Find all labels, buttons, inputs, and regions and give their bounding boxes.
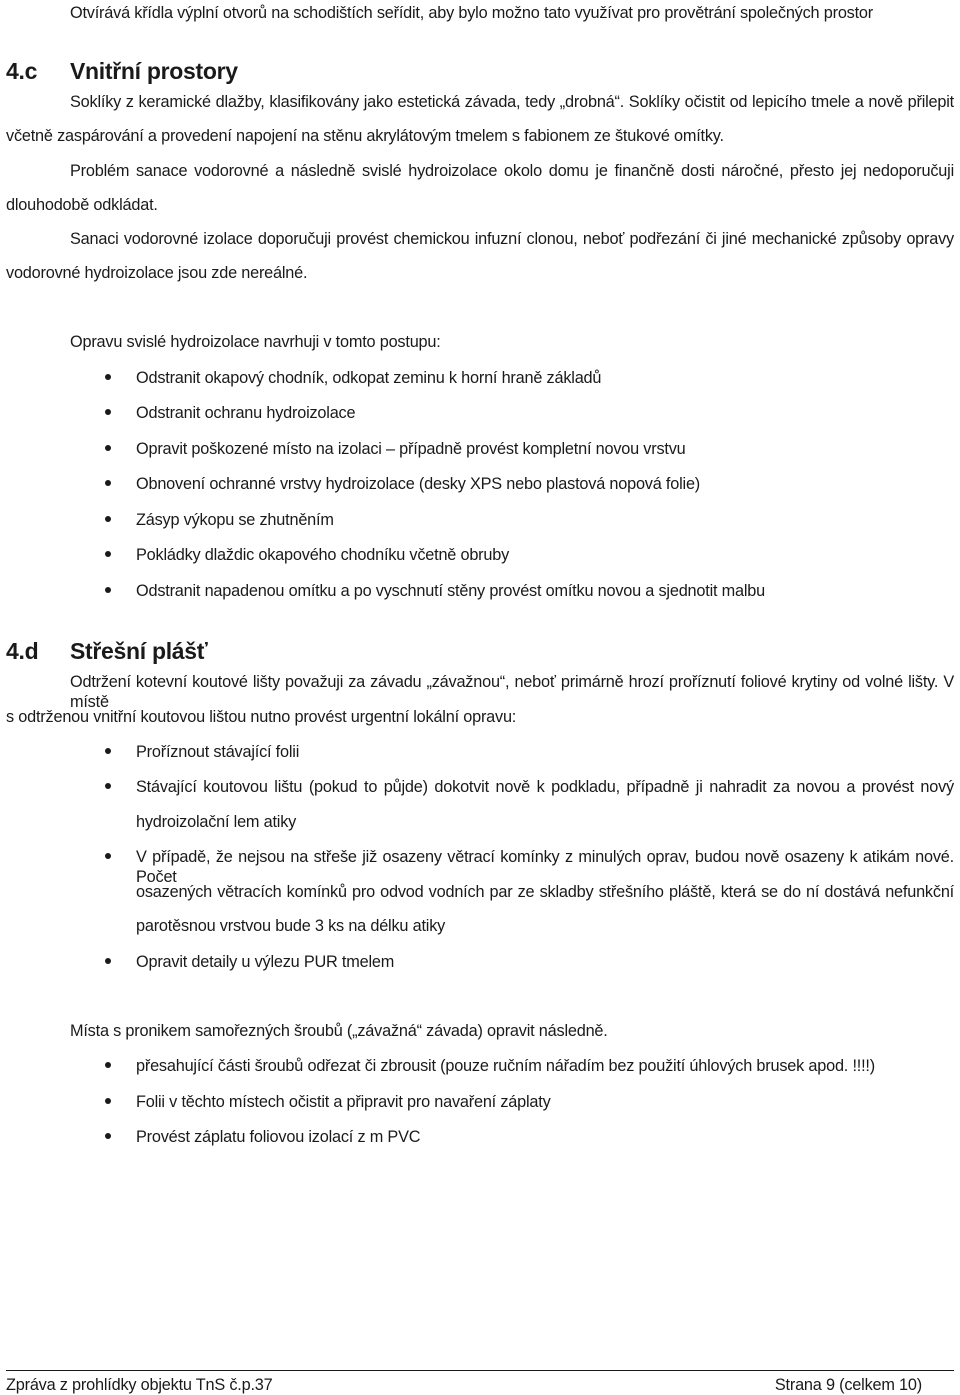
list-item: Pokládky dlaždic okapového chodníku včetně obruby [136,546,510,564]
footer-page-number: Strana 9 (celkem 10) [774,1376,922,1394]
paragraph-line: Problém sanace vodorovné a následně svislé hydroizolace okolo domu je finančně dosti náročné, přesto jej nedoporučuji [70,162,954,180]
paragraph-line: s odtrženou vnitřní koutovou lištou nutno provést urgentní lokální opravu: [6,708,517,726]
list-item: Obnovení ochranné vrstvy hydroizolace (desky XPS nebo plastová nopová folie) [136,475,701,493]
list-item: Odstranit okapový chodník, odkopat zeminu k horní hraně základů [136,369,602,387]
bullet-icon [105,1098,111,1104]
intro-line: Otvírává křídla výplní otvorů na schodištích seřídit, aby bylo možno tato využívat pro provětrání společných prostor [70,4,874,22]
paragraph-line: Odtržení kotevní koutové lišty považuji za závadu „závažnou“, neboť primárně hrozí proříznutí foliové krytiny od volné lišty. V místě [70,673,954,711]
list-item: Opravit poškozené místo na izolaci – případně provést kompletní novou vrstvu [136,440,686,458]
paragraph-line: Sanaci vodorovné izolace doporučuji provést chemickou infuzní clonou, neboť podřezání či jiné mechanické způsoby opravy [70,230,954,248]
section-number: 4.d [6,638,39,664]
list-item: Zásyp výkopu se zhutněním [136,511,334,529]
section-title: Střešní plášť [70,638,208,664]
paragraph-line: dlouhodobě odkládat. [6,196,158,214]
paragraph-line: Soklíky z keramické dlažby, klasifikovány jako estetická závada, tedy „drobná“. Soklíky očistit od lepicího tmele a nově přilepit [70,93,954,111]
footer-document-title: Zpráva z prohlídky objektu TnS č.p.37 [6,1376,273,1394]
bullet-icon [105,516,111,522]
bullet-icon [105,445,111,451]
list-item-continuation: osazených větracích komínků pro odvod vodních par ze skladby střešního pláště, která se do ní dostává nefunkční [136,883,954,901]
paragraph-line: včetně zaspárování a provedení napojení na stěnu akrylátovým tmelem s fabionem ze štukové omítky. [6,127,724,145]
bullet-icon [105,1062,111,1068]
bullet-icon [105,480,111,486]
bullet-icon [105,853,111,859]
list-item-continuation: parotěsnou vrstvou bude 3 ks na délku atiky [136,917,446,935]
bullet-icon [105,587,111,593]
list-item: přesahující části šroubů odřezat či zbrousit (pouze ručním nářadím bez použití úhlových brusek apod. !!!!) [136,1057,875,1075]
bullet-icon [105,1133,111,1139]
list-item: Opravit detaily u výlezu PUR tmelem [136,953,395,971]
list-item: V případě, že nejsou na střeše již osazeny větrací komínky z minulých oprav, budou nově osazeny k atikám nové. Počet [136,848,954,886]
paragraph-line: vodorovné hydroizolace jsou zde nereálné. [6,264,308,282]
repair-intro: Opravu svislé hydroizolace navrhuji v tomto postupu: [70,333,441,351]
list-item: Stávající koutovou lištu (pokud to půjde) dokotvit nově k podkladu, případně ji nahradit za novou a provést nový [136,778,954,796]
section-number: 4.c [6,58,38,84]
section-title: Vnitřní prostory [70,58,238,84]
bullet-icon [105,551,111,557]
bullet-icon [105,374,111,380]
list-item: Folii v těchto místech očistit a připravit pro navaření záplaty [136,1093,551,1111]
list-item: Odstranit napadenou omítku a po vyschnutí stěny provést omítku novou a sjednotit malbu [136,582,765,600]
list-item-continuation: hydroizolační lem atiky [136,813,297,831]
list-item: Provést záplatu foliovou izolací z m PVC [136,1128,421,1146]
screws-intro: Místa s pronikem samořezných šroubů („závažná“ závada) opravit následně. [70,1022,608,1040]
footer-divider [6,1370,954,1371]
bullet-icon [105,409,111,415]
bullet-icon [105,783,111,789]
bullet-icon [105,748,111,754]
bullet-icon [105,958,111,964]
list-item: Odstranit ochranu hydroizolace [136,404,356,422]
list-item: Proříznout stávající folii [136,743,300,761]
